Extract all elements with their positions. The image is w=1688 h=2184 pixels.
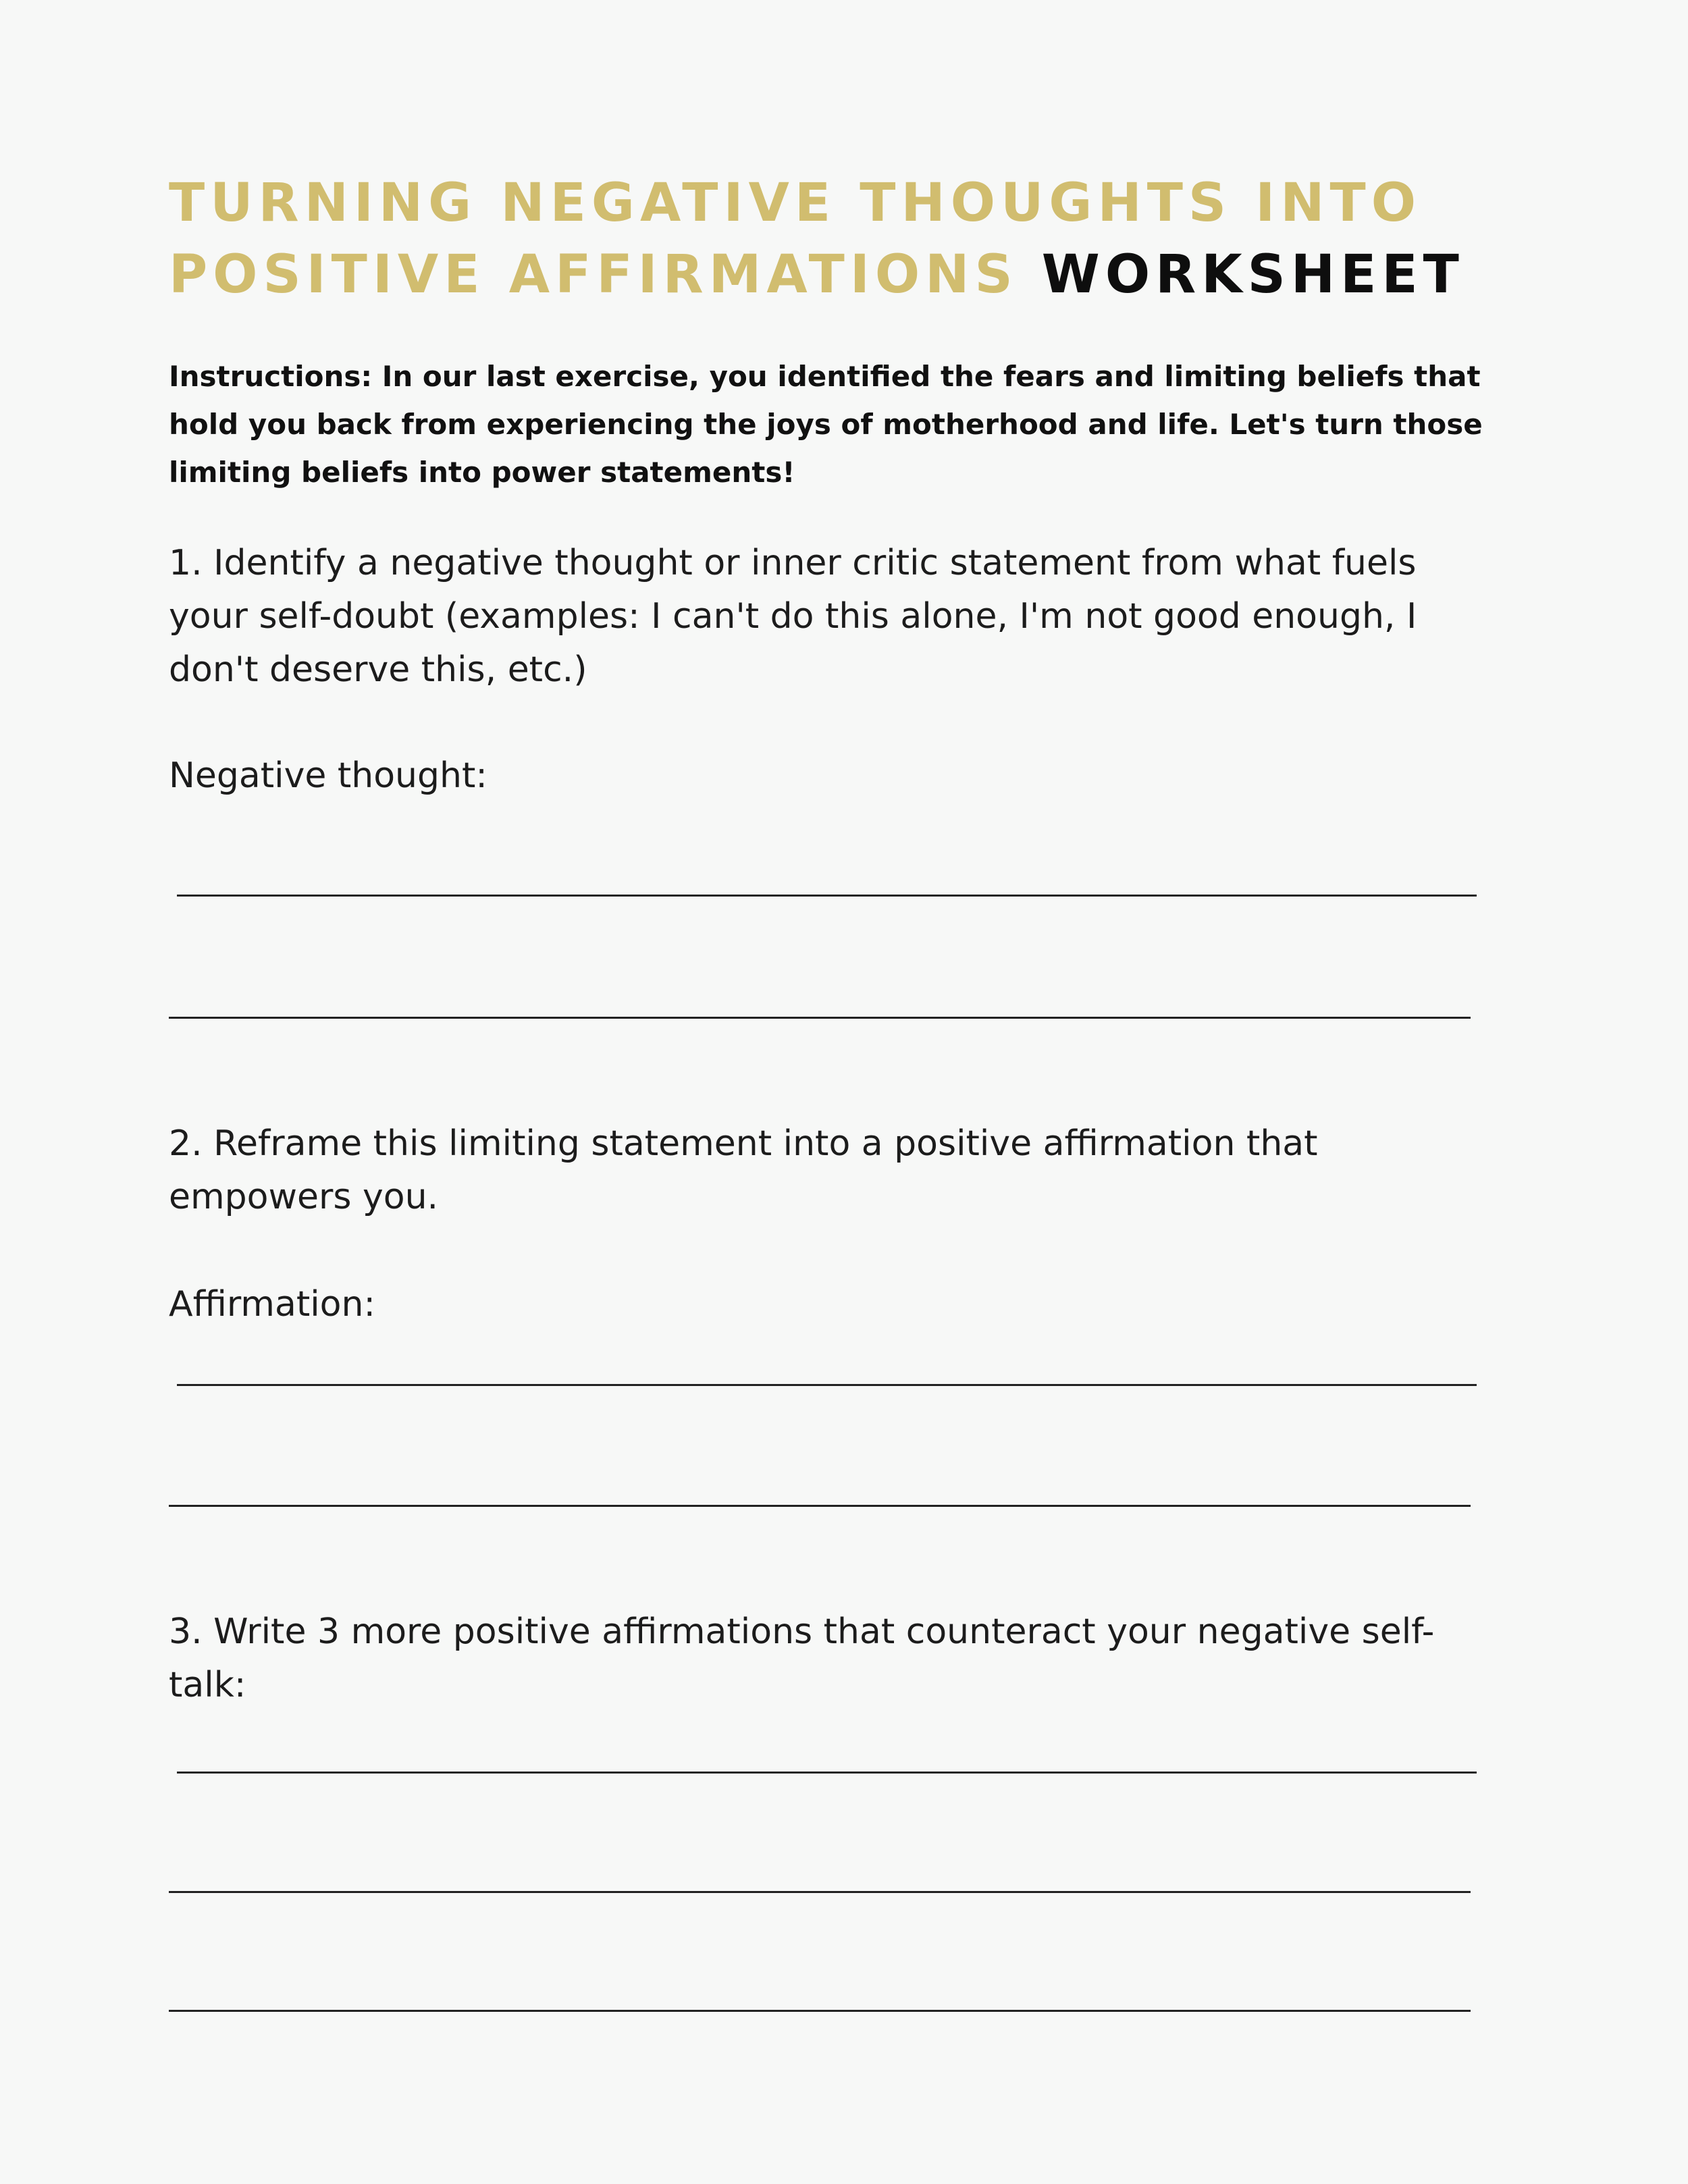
title-worksheet: WORKSHEET	[1041, 244, 1465, 305]
negative-thought-line-2[interactable]	[169, 1017, 1471, 1019]
title-highlight: POSITIVE AFFIRMATIONS	[169, 244, 1018, 305]
title-line-1: TURNING NEGATIVE THOUGHTS INTO	[169, 173, 1422, 234]
section-3-prompt: 3. Write 3 more positive affirmations that counteract your negative self-talk:	[169, 1612, 1435, 1705]
extra-affirmation-line-1[interactable]	[177, 1772, 1477, 1774]
section-2-prompt: 2. Reframe this limiting statement into a positive affirmation that empowers you.	[169, 1123, 1318, 1217]
affirmation-line-2[interactable]	[169, 1505, 1471, 1507]
affirmation-label: Affirmation:	[169, 1284, 375, 1325]
extra-affirmation-line-3[interactable]	[169, 2010, 1471, 2012]
affirmation-line-1[interactable]	[177, 1384, 1477, 1386]
negative-thought-line-1[interactable]	[177, 895, 1477, 897]
negative-thought-label: Negative thought:	[169, 755, 487, 796]
extra-affirmation-line-2[interactable]	[169, 1891, 1471, 1893]
section-1-prompt: 1. Identify a negative thought or inner critic statement from what fuels your self-doubt (examples: I can't do this alone, I'm not good enough, I don't deserve this, etc.)	[169, 543, 1417, 690]
instructions-text: Instructions: In our last exercise, you identified the fears and limiting beliefs that hold you back from experiencing the joys of motherhood and life. Let's turn those limiting beliefs into power statements!	[169, 360, 1483, 489]
worksheet-title	[169, 167, 1519, 311]
